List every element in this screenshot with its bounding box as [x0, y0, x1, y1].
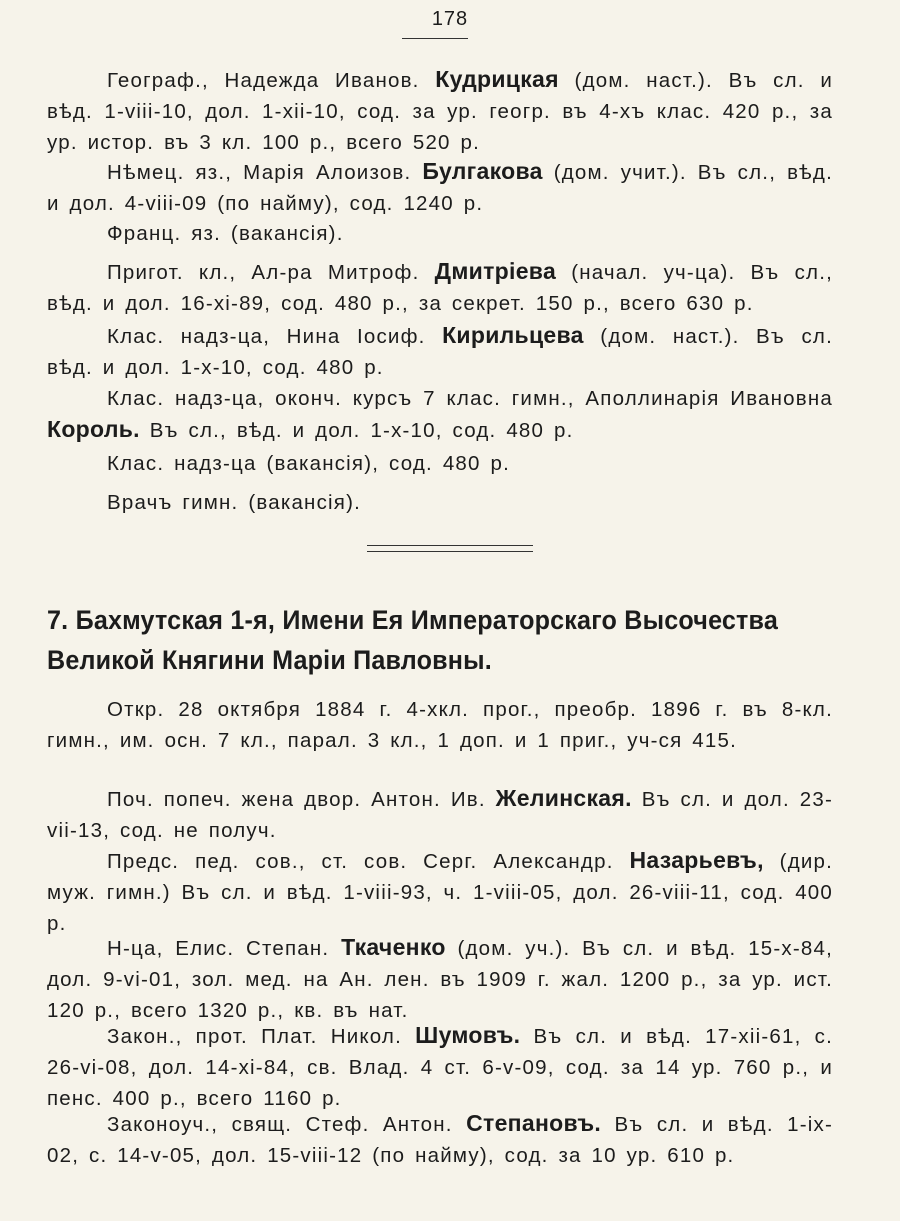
person-name: Дмитріева	[434, 258, 557, 284]
entry-paragraph: Законоуч., свящ. Стеф. Антон. Степановъ. Въ сл. и вѣд. 1-ix-02, с. 14-v-05, дол. 15-viii-12 (по найму), сод. за 10 ур. 610 р.	[47, 1110, 833, 1167]
entry-paragraph: Географ., Надежда Иванов. Кудрицкая (дом. наст.). Въ сл. и вѣд. 1-viii-10, дол. 1-xii-10, сод. за ур. геогр. въ 4-хъ клас. 420 р., за ур. истор. въ 3 кл. 100 р., всего 520 р.	[47, 66, 834, 154]
entry-block	[47, 218, 833, 249]
entry-paragraph: Откр. 28 октября 1884 г. 4-хкл. прог., преобр. 1896 г. въ 8-кл. гимн., им. осн. 7 кл., парал. 3 кл., 1 доп. и 1 приг., уч-ся 415.	[47, 698, 833, 752]
section-heading: 7. Бахмутская 1-я, Имени Ея Императорскаго Высочества Великой Княгини Маріи Павловны.	[47, 605, 778, 675]
entry-block	[47, 487, 833, 518]
entry-paragraph: Пригот. кл., Ал-ра Митроф. Дмитріева (начал. уч-ца). Въ сл., вѣд. и дол. 16-xi-89, сод. 480 р., за секрет. 150 р., всего 630 р.	[47, 258, 833, 315]
entry-block	[47, 694, 833, 756]
entry-block	[47, 64, 833, 158]
person-name: Булгакова	[422, 158, 543, 184]
person-name: Кирильцева	[442, 322, 584, 348]
entry-paragraph: Клас. надз-ца, оконч. курсъ 7 клас. гимн., Аполлинарія Ивановна Король. Въ сл., вѣд. и дол. 1-x-10, сод. 480 р.	[47, 387, 833, 442]
page-number: 178	[431, 8, 469, 30]
page-number-rule	[402, 38, 468, 39]
entry-paragraph: Клас. надз-ца (вакансія), сод. 480 р.	[107, 452, 511, 475]
entry-paragraph: Врачъ гимн. (вакансія).	[107, 491, 362, 514]
person-name: Шумовъ.	[415, 1022, 521, 1048]
person-name: Ткаченко	[341, 934, 446, 960]
person-name: Король.	[47, 416, 140, 442]
entry-block	[47, 156, 833, 219]
entry-paragraph: Франц. яз. (вакансія).	[107, 222, 344, 245]
entry-paragraph: Поч. попеч. жена двор. Антон. Ив. Желинская. Въ сл. и дол. 23-vii-13, сод. не получ.	[47, 785, 833, 842]
entry-block	[47, 1020, 833, 1114]
entry-block	[47, 256, 833, 319]
section-divider	[367, 545, 533, 552]
entry-block	[47, 448, 833, 479]
entry-block	[47, 383, 833, 446]
person-name: Желинская.	[495, 785, 632, 811]
entry-paragraph: Нѣмец. яз., Марія Алоизов. Булгакова (дом. учит.). Въ сл., вѣд. и дол. 4-viii-09 (по найму), сод. 1240 р.	[47, 158, 833, 215]
entry-block	[47, 845, 833, 939]
entry-paragraph: Клас. надз-ца, Нина Іосиф. Кирильцева (дом. наст.). Въ сл. вѣд. и дол. 1-x-10, сод. 480 р.	[47, 322, 833, 379]
entry-block	[47, 320, 833, 383]
person-name: Степановъ.	[466, 1110, 602, 1136]
entry-block	[47, 932, 833, 1026]
entry-paragraph: Закон., прот. Плат. Никол. Шумовъ. Въ сл. и вѣд. 17-xii-61, с. 26-vi-08, дол. 14-xi-84, св. Влад. 4 ст. 6-v-09, сод. за 14 ур. 760 р., и пенс. 400 р., всего 1160 р.	[47, 1022, 833, 1110]
person-name: Кудрицкая	[435, 66, 559, 92]
entry-block	[47, 783, 833, 846]
entry-block	[47, 1108, 833, 1171]
entry-paragraph: Предс. пед. сов., ст. сов. Серг. Александр. Назарьевъ, (дир. муж. гимн.) Въ сл. и вѣд. 1-viii-93, ч. 1-viii-05, дол. 26-viii-11, сод. 400 р.	[47, 847, 834, 935]
entry-paragraph: Н-ца, Елис. Степан. Ткаченко (дом. уч.). Въ сл. и вѣд. 15-x-84, дол. 9-vi-01, зол. мед. на Ан. лен. въ 1909 г. жал. 1200 р., за ур. ист. 120 р., всего 1320 р., кв. въ нат.	[47, 934, 833, 1022]
person-name: Назарьевъ,	[629, 847, 764, 873]
